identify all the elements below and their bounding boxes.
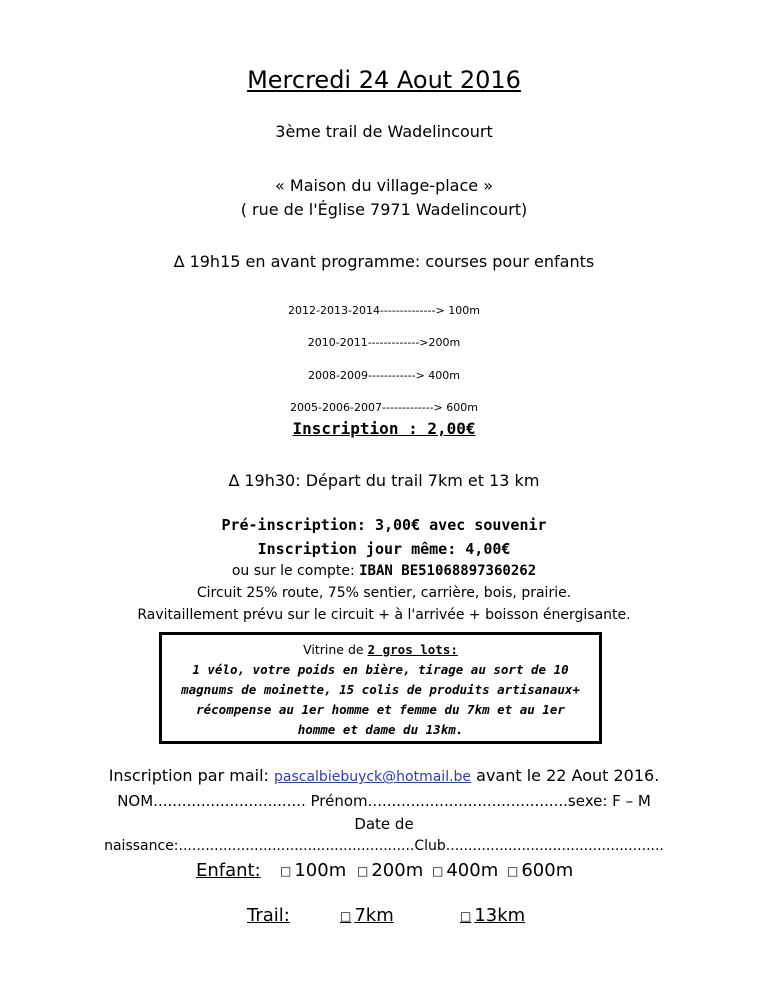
name-field-line[interactable]: NOM................................ Prénom..........................................sexe: F – M xyxy=(117,792,651,810)
account-prefix: ou sur le compte: xyxy=(231,563,360,579)
checkbox-icon[interactable]: □ xyxy=(340,909,352,923)
prizes-box xyxy=(159,632,602,744)
email-link[interactable]: pascalbiebuyck@hotmail.be xyxy=(274,769,472,785)
bank-account xyxy=(0,563,768,579)
venue-name: « Maison du village-place » xyxy=(275,176,493,195)
prizes-line-1: 1 vélo, votre poids en bière, tirage au sort de 10 xyxy=(192,662,569,677)
prizes-intro: Vitrine de 2 gros lots: xyxy=(303,642,458,657)
circuit-info: Circuit 25% route, 75% sentier, carrière, bois, prairie. xyxy=(196,585,572,601)
kids-option-600m[interactable]: □ 600m xyxy=(507,860,574,881)
kids-race-1: 2012-2013-2014--------------> 100m xyxy=(288,304,480,317)
venue-address: ( rue de l'Église 7971 Wadelincourt) xyxy=(240,200,528,219)
kids-option-400m[interactable]: □ 400m xyxy=(432,860,499,881)
event-name: 3ème trail de Wadelincourt xyxy=(275,122,493,141)
kids-option-100m[interactable]: □ 100m xyxy=(280,860,347,881)
checkbox-icon[interactable]: □ xyxy=(460,909,472,923)
prizes-line-4: homme et dame du 13km. xyxy=(297,722,464,737)
kids-label: Enfant: xyxy=(196,860,261,881)
checkbox-icon[interactable]: □ xyxy=(280,864,292,878)
kids-fee: Inscription : 2,00€ xyxy=(292,419,476,438)
checkbox-icon[interactable]: □ xyxy=(507,864,519,878)
birth-club-line[interactable]: naissance:.....................................................Club................................................. xyxy=(104,838,664,854)
kids-race-2: 2010-2011------------->200m xyxy=(307,336,461,349)
checkbox-icon[interactable]: □ xyxy=(432,864,444,878)
same-day-fee: Inscription jour même: 4,00€ xyxy=(257,540,511,558)
trail-option-13km[interactable]: □ 13km xyxy=(460,905,526,926)
kids-program: ∆ 19h15 en avant programme: courses pour enfants xyxy=(173,252,595,271)
prizes-line-3: récompense au 1er homme et femme du 7km et au 1er xyxy=(196,702,565,717)
supply-info: Ravitaillement prévu sur le circuit + à l'arrivée + boisson énergisante. xyxy=(137,607,631,623)
preinscription-fee: Pré-inscription: 3,00€ avec souvenir xyxy=(221,516,547,534)
trail-label: Trail: xyxy=(247,905,290,926)
iban: IBAN BE51068897360262 xyxy=(359,563,537,579)
kids-race-4: 2005-2006-2007-------------> 600m xyxy=(290,401,478,414)
prizes-line-2: magnums de moinette, 15 colis de produits artisanaux+ xyxy=(181,682,580,697)
trail-option-7km[interactable]: □ 7km xyxy=(340,905,394,926)
page-title: Mercredi 24 Aout 2016 xyxy=(247,66,521,94)
birth-label: Date de xyxy=(354,815,414,833)
mail-registration: Inscription par mail: pascalbiebuyck@hotmail.be avant le 22 Aout 2016. xyxy=(108,766,660,785)
prizes-highlight: 2 gros lots: xyxy=(367,642,458,657)
checkbox-icon[interactable]: □ xyxy=(357,864,369,878)
kids-option-200m[interactable]: □ 200m xyxy=(357,860,424,881)
trail-start: ∆ 19h30: Départ du trail 7km et 13 km xyxy=(228,471,540,490)
kids-race-3: 2008-2009------------> 400m xyxy=(307,369,460,382)
